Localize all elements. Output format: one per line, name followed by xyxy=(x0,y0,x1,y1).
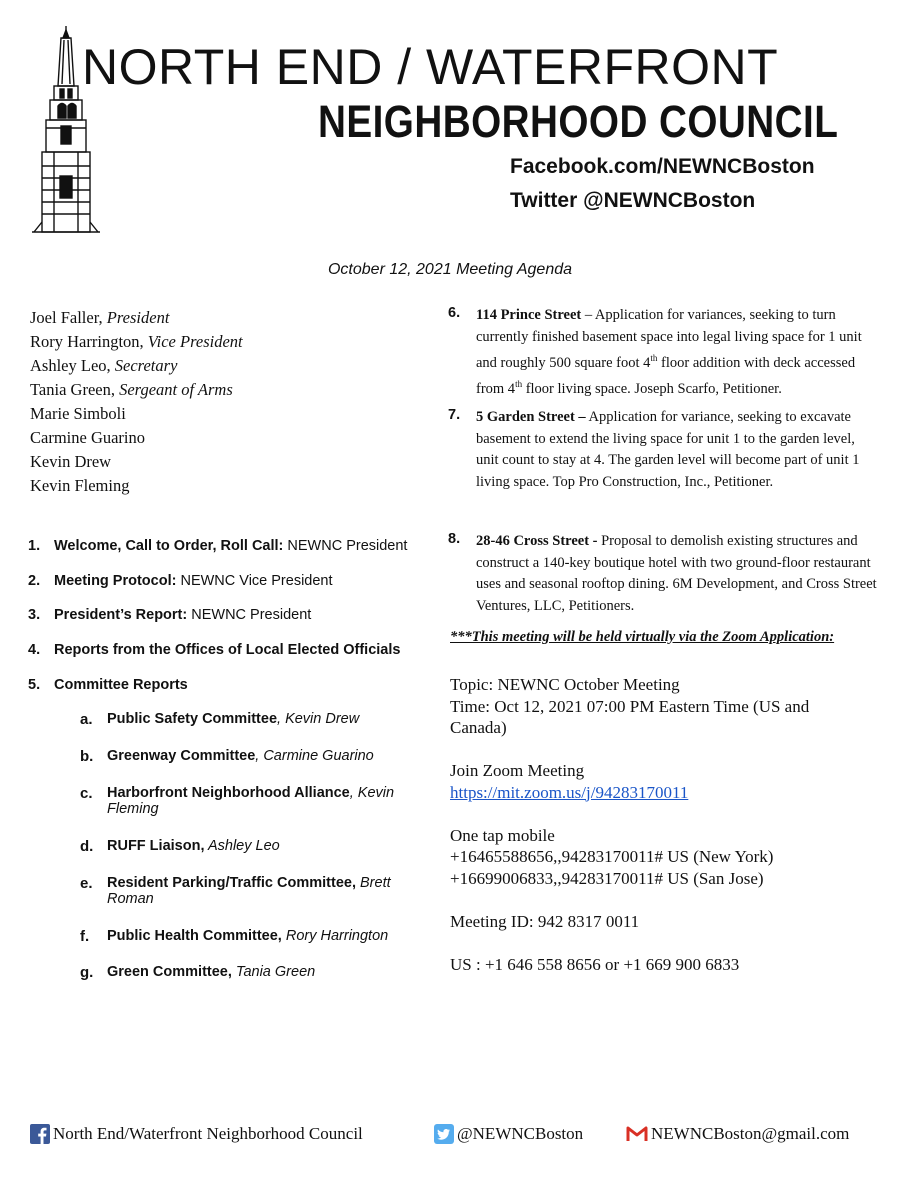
twitter-handle: Twitter @NEWNCBoston xyxy=(510,189,756,212)
footer-twitter xyxy=(434,1124,583,1144)
footer xyxy=(30,1124,890,1154)
twitter-icon xyxy=(434,1124,454,1144)
zoom-meeting-link[interactable]: https://mit.zoom.us/j/94283170011 xyxy=(450,782,689,802)
council-title-line1: NORTH END / WATERFRONT xyxy=(82,39,779,95)
footer-facebook-text: North End/Waterfront Neighborhood Council xyxy=(53,1124,363,1143)
footer-email xyxy=(626,1124,849,1144)
agenda-title: October 12, 2021 Meeting Agenda xyxy=(327,261,573,278)
officer-item: Joel Faller, President xyxy=(30,308,170,327)
gmail-icon xyxy=(626,1124,648,1144)
officer-item: Rory Harrington, Vice President xyxy=(30,332,243,351)
officer-list xyxy=(30,306,243,498)
council-title-line2: NEIGHBORHOOD COUNCIL xyxy=(318,96,839,147)
footer-email-text: NEWNCBoston@gmail.com xyxy=(651,1124,850,1143)
zoom-time-cont: Canada) xyxy=(450,718,507,737)
zoom-topic: Topic: NEWNC October Meeting xyxy=(450,675,680,694)
footer-facebook xyxy=(30,1124,363,1144)
us-phone-numbers: US : +1 646 558 8656 or +1 669 900 6833 xyxy=(450,954,740,974)
zoom-time: Time: Oct 12, 2021 07:00 PM Eastern Time (US and xyxy=(450,696,810,716)
zoom-join-label: Join Zoom Meeting xyxy=(450,761,585,780)
zoom-details xyxy=(450,674,890,975)
phone-san-jose: +16699006833,,94283170011# US (San Jose) xyxy=(450,868,764,888)
officer-item: Kevin Fleming xyxy=(30,476,130,495)
officer-item: Kevin Drew xyxy=(30,452,112,471)
phone-new-york: +16465588656,,94283170011# US (New York) xyxy=(450,847,774,866)
officer-item: Tania Green, Sergeant of Arms xyxy=(30,380,233,399)
officer-item: Carmine Guarino xyxy=(30,428,146,447)
meeting-id: Meeting ID: 942 8317 0011 xyxy=(450,911,640,931)
facebook-icon xyxy=(30,1124,50,1144)
one-tap-label: One tap mobile xyxy=(450,825,555,845)
officer-item: Ashley Leo, Secretary xyxy=(30,356,178,375)
footer-twitter-text: @NEWNCBoston xyxy=(457,1124,584,1143)
zoom-notice-heading: ***This meeting will be held virtually via the Zoom Application: xyxy=(450,629,835,645)
facebook-handle: Facebook.com/NEWNCBoston xyxy=(510,155,815,178)
officer-item: Marie Simboli xyxy=(30,404,126,423)
